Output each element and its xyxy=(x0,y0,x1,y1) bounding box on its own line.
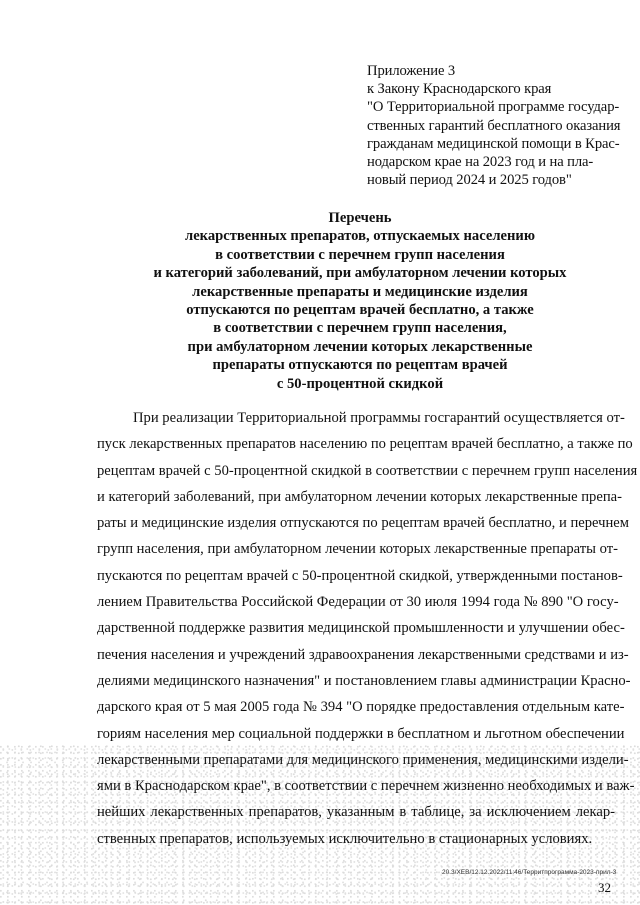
appendix-line: "О Территориальной программе государ- xyxy=(367,99,620,116)
title-line: в соответствии с перечнем групп населения, xyxy=(213,320,507,337)
body-line: пускаются по рецептам врачей с 50-процентной скидкой, утвержденными постанов- xyxy=(97,567,623,584)
body-line: ственных препаратов, используемых исключительно в стационарных условиях. xyxy=(97,830,593,847)
body-line: дарского края от 5 мая 2005 года № 394 "О порядке предоставления отдельным кате- xyxy=(97,699,625,716)
appendix-line: нодарском крае на 2023 год и на пла- xyxy=(367,154,594,171)
body-line: лением Правительства Российской Федерации от 30 июля 1994 года № 890 "О госу- xyxy=(97,594,619,611)
body-line: делиями медицинского назначения" и постановлением главы администрации Красно- xyxy=(97,672,631,689)
body-line: групп населения, при амбулаторном лечении которых лекарственные препараты от- xyxy=(97,541,618,558)
body-line: ями в Краснодарском крае", в соответствии с перечнем жизненно необходимых и важ- xyxy=(97,778,635,795)
title-line: препараты отпускаются по рецептам врачей xyxy=(212,357,508,374)
appendix-line: Приложение 3 xyxy=(367,63,456,79)
body-line: печения населения и учреждений здравоохранения лекарственными средствами и из- xyxy=(97,646,629,663)
body-line: и категорий заболеваний, при амбулаторном лечении которых лекарственные препа- xyxy=(97,488,622,505)
title-line: лекарственные препараты и медицинские изделия xyxy=(192,283,528,300)
appendix-line: новый период 2024 и 2025 годов" xyxy=(367,172,572,189)
body-line: лекарственными препаратами для медицинского применения, медицинскими издели- xyxy=(97,751,629,768)
body-line: пуск лекарственных препаратов населению по рецептам врачей бесплатно, а также по xyxy=(97,436,633,453)
title-line: лекарственных препаратов, отпускаемых населению xyxy=(185,228,535,245)
title-line: с 50-процентной скидкой xyxy=(276,375,444,392)
body-line: раты и медицинские изделия отпускаются по рецептам врачей бесплатно, и перечнем xyxy=(97,515,630,532)
appendix-line: гражданам медицинской помощи в Крас- xyxy=(367,135,620,152)
title-line: при амбулаторном лечении которых лекарственные xyxy=(187,338,533,355)
document-file-code: 20.3/XEB/12.12.2022/11:46/Территпрограмма-2023-прил-3 xyxy=(442,869,617,876)
page-number: 32 xyxy=(598,880,611,895)
appendix-line: ственных гарантий бесплатного оказания xyxy=(367,117,621,134)
body-line: дарственной поддержке развития медицинской промышленности и улучшении обес- xyxy=(97,620,625,637)
body-line: гориям населения мер социальной поддержки в бесплатном и льготном обеспечении xyxy=(97,725,625,742)
title-line: отпускаются по рецептам врачей бесплатно, а также xyxy=(186,302,534,319)
body-paragraph xyxy=(97,405,638,852)
title-line: в соответствии с перечнем групп населения xyxy=(215,246,505,263)
body-line: При реализации Территориальной программы госгарантий осуществляется от- xyxy=(133,410,625,426)
body-line: нейших лекарственных препаратов, указанным в таблице, за исключением лекар- xyxy=(97,804,615,821)
body-line: рецептам врачей с 50-процентной скидкой в соответствии с перечнем групп населения xyxy=(97,462,638,479)
title-line: и категорий заболеваний, при амбулаторном лечении которых xyxy=(153,265,567,282)
title-line: Перечень xyxy=(328,210,392,226)
appendix-line: к Закону Краснодарского края xyxy=(367,81,552,98)
document-title xyxy=(100,209,620,393)
appendix-header xyxy=(367,62,621,189)
